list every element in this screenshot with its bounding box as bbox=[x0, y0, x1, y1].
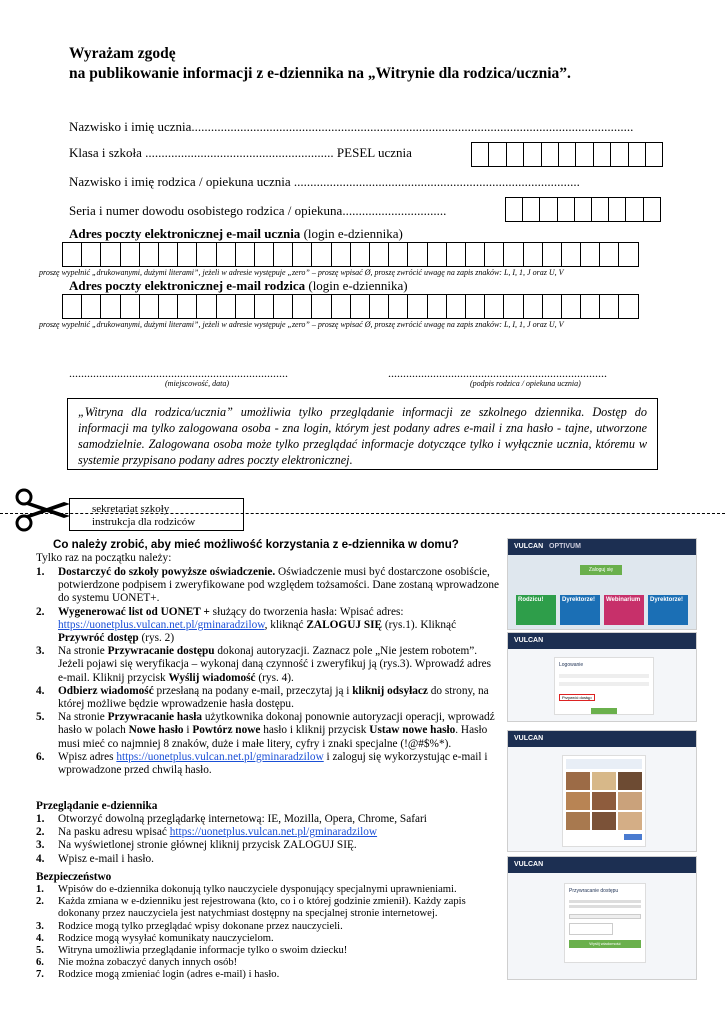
form-title bbox=[69, 44, 571, 84]
char-box[interactable] bbox=[62, 242, 82, 267]
signature-caption: (podpis rodzica / opiekuna ucznia) bbox=[470, 379, 581, 388]
place-date-caption: (miejscowość, data) bbox=[165, 379, 229, 388]
class-school-label: Klasa i szkoła bbox=[69, 145, 142, 160]
browse-list bbox=[36, 813, 502, 866]
captcha-tile[interactable] bbox=[618, 772, 642, 790]
char-box[interactable] bbox=[311, 294, 331, 319]
list-item: 2. Na pasku adresu wpisać https://uonetplus.vulcan.net.pl/gminaradzilow bbox=[36, 826, 378, 839]
list-item: 3. Na wyświetlonej stronie głównej kliknij przycisk ZALOGUJ SIĘ. bbox=[36, 839, 357, 852]
id-row: Seria i numer dowodu osobistego rodzica / opiekuna................................ bbox=[69, 203, 447, 218]
pesel-boxes[interactable] bbox=[472, 142, 663, 167]
vulcan-logo: VULCAN bbox=[508, 633, 696, 649]
char-box[interactable] bbox=[484, 242, 504, 267]
char-box[interactable] bbox=[625, 197, 643, 222]
char-box[interactable] bbox=[593, 142, 611, 167]
char-box[interactable] bbox=[575, 142, 593, 167]
char-box[interactable] bbox=[139, 242, 159, 267]
tile-director[interactable]: Dyrektorze! bbox=[560, 595, 600, 625]
char-box[interactable] bbox=[273, 294, 293, 319]
student-email-hint: proszę wypełnić „drukowanymi, dużymi literami”, jeżeli w adresie występuje „zero” – proszę wpisać Ø, proszę zwrócić uwagę na zapis znaków: L, I, 1, J oraz U, V bbox=[39, 268, 564, 277]
parent-email-boxes[interactable] bbox=[63, 294, 639, 319]
char-box[interactable] bbox=[62, 294, 82, 319]
student-email-login-note: (login e-dziennika) bbox=[300, 226, 403, 241]
list-item: 5. Na stronie Przywracanie hasła użytkownika dokonaj ponownie autoryzacji operacji, wprowadź hasło w polach Nowe hasło i Powtórz nowe hasło i kliknij przycisk Ustaw nowe hasło. Hasło musi mieć co najmniej 8 znaków, duże i małe litery, cyfry i znaki specjalne (!@#$%*). bbox=[36, 711, 495, 750]
captcha-tile[interactable] bbox=[618, 792, 642, 810]
login-password-field[interactable] bbox=[559, 682, 649, 686]
security-list bbox=[36, 884, 506, 982]
char-box[interactable] bbox=[542, 294, 562, 319]
login-button[interactable]: Zaloguj się bbox=[580, 565, 622, 575]
char-box[interactable] bbox=[503, 242, 523, 267]
char-box[interactable] bbox=[557, 197, 575, 222]
parent-email-hint: proszę wypełnić „drukowanymi, dużymi literami”, jeżeli w adresie występuje „zero” – proszę wpisać Ø, proszę zwrócić uwagę na zapis znaków: L, I, 1, J oraz U, V bbox=[39, 320, 564, 329]
info-box: „Witryna dla rodzica/ucznia” umożliwia tylko przeglądanie informacji ze szkolnego dziennika. Dostęp do informacji ma tylko zalogowana osoba - zna login, którym jest podany adres e-mail i zna hasło - tajne, utworzone samodzielnie. Zalogowana osoba może tylko przeglądać informacje dotyczące tylko i wyłącznie ucznia, któremu w systemie przypisano podany adres poczty elektronicznej. bbox=[67, 398, 658, 470]
login-submit-button[interactable] bbox=[591, 708, 617, 714]
char-box[interactable] bbox=[574, 197, 592, 222]
char-box[interactable] bbox=[254, 294, 274, 319]
id-label: Seria i numer dowodu osobistego rodzica / opiekuna bbox=[69, 203, 343, 218]
char-box[interactable] bbox=[618, 294, 638, 319]
char-box[interactable] bbox=[618, 242, 638, 267]
char-box[interactable] bbox=[369, 242, 389, 267]
char-box[interactable] bbox=[292, 294, 312, 319]
title-line-2: na publikowanie informacji z e-dziennika na „Witrynie dla rodzica/ucznia”. bbox=[69, 65, 571, 82]
char-box[interactable] bbox=[407, 294, 427, 319]
restore-access-link[interactable]: Przywróć dostęp bbox=[559, 694, 595, 701]
char-box[interactable] bbox=[369, 294, 389, 319]
restore-email-field[interactable] bbox=[569, 914, 641, 919]
security-heading: Bezpieczeństwo bbox=[36, 871, 112, 883]
class-school-row: Klasa i szkoła .......................................................... PESEL ucznia bbox=[69, 145, 412, 160]
char-box[interactable] bbox=[628, 142, 646, 167]
char-box[interactable] bbox=[388, 242, 408, 267]
instructions-heading: Co należy zrobić, aby mieć możliwość korzystania z e-dziennika w domu? bbox=[53, 538, 459, 551]
title-line-1: Wyrażam zgodę bbox=[69, 45, 176, 62]
stamp-line-1: sekretariat szkoły bbox=[92, 503, 170, 515]
char-box[interactable] bbox=[158, 242, 178, 267]
stamp-box bbox=[69, 498, 244, 531]
captcha-verify-button[interactable] bbox=[624, 834, 642, 840]
char-box[interactable] bbox=[81, 294, 101, 319]
uonet-link[interactable]: https://uonetplus.vulcan.net.pl/gminaradzilow bbox=[116, 750, 324, 763]
char-box[interactable] bbox=[407, 242, 427, 267]
char-box[interactable] bbox=[427, 242, 447, 267]
pesel-label: PESEL ucznia bbox=[336, 145, 412, 160]
char-box[interactable] bbox=[561, 294, 581, 319]
uonet-link[interactable]: https://uonetplus.vulcan.net.pl/gminaradzilow bbox=[58, 618, 265, 631]
char-box[interactable] bbox=[446, 242, 466, 267]
char-box[interactable] bbox=[120, 242, 140, 267]
scissors-icon bbox=[14, 488, 74, 532]
screenshot-restore bbox=[507, 856, 697, 980]
screenshot-home bbox=[507, 538, 697, 630]
char-box[interactable] bbox=[216, 242, 236, 267]
char-box[interactable] bbox=[216, 294, 236, 319]
list-item: 4. Wpisz e-mail i hasło. bbox=[36, 852, 154, 865]
captcha-tile[interactable] bbox=[566, 772, 590, 790]
list-item: 3. Na stronie Przywracanie dostępu dokonaj autoryzacji. Zaznacz pole „Nie jestem robotem”. Jeżeli pojawi się weryfikacja – wykonaj daną czynność i zweryfikuj ją (rys.3). Wprowadź adres e-mail. Kliknij przycisk Wyślij wiadomość (rys. 4). bbox=[36, 645, 491, 684]
parent-email-label-row bbox=[69, 278, 408, 294]
char-box[interactable] bbox=[523, 142, 541, 167]
char-box[interactable] bbox=[120, 294, 140, 319]
char-box[interactable] bbox=[235, 242, 255, 267]
recaptcha-box[interactable] bbox=[569, 923, 613, 935]
char-box[interactable] bbox=[177, 294, 197, 319]
char-box[interactable] bbox=[506, 142, 524, 167]
screenshot-login bbox=[507, 632, 697, 722]
captcha-tile[interactable] bbox=[592, 812, 616, 830]
restore-title: Przywracanie dostępu bbox=[569, 888, 619, 894]
char-box[interactable] bbox=[427, 294, 447, 319]
char-box[interactable] bbox=[311, 242, 331, 267]
parent-email-label: Adres poczty elektronicznej e-mail rodzica bbox=[69, 278, 306, 293]
captcha-tile[interactable] bbox=[566, 792, 590, 810]
place-date-line: ......................................................................... bbox=[69, 366, 288, 380]
vulcan-logo: VULCAN bbox=[508, 731, 696, 747]
list-item: 5. Witryna umożliwia przeglądanie informacje tylko o swoim dziecku! bbox=[36, 945, 348, 957]
char-box[interactable] bbox=[484, 294, 504, 319]
instructions-intro: Tylko raz na początku należy: bbox=[36, 552, 172, 564]
student-name-label: Nazwisko i imię ucznia bbox=[69, 119, 192, 134]
student-email-label: Adres poczty elektronicznej e-mail ucznia bbox=[69, 226, 301, 241]
list-item: 1. Wpisów do e-dziennika dokonują tylko nauczyciele dysponujący specjalnymi uprawnieniami. bbox=[36, 884, 457, 895]
captcha-tile[interactable] bbox=[618, 812, 642, 830]
parent-name-row: Nazwisko i imię rodzica / opiekuna ucznia ........................................................................................ bbox=[69, 174, 580, 189]
parent-email-login-note: (login e-dziennika) bbox=[305, 278, 408, 293]
list-item: 6. Wpisz adres https://uonetplus.vulcan.net.pl/gminaradzilow i zaloguj się wykorzystując e-mail i wprowadzone przed chwilą hasło. bbox=[36, 750, 488, 777]
char-box[interactable] bbox=[542, 242, 562, 267]
list-item: 7. Rodzice mogą zmieniać login (adres e-mail) i hasło. bbox=[36, 969, 280, 981]
char-box[interactable] bbox=[645, 142, 663, 167]
student-email-label-row bbox=[69, 226, 403, 242]
char-box[interactable] bbox=[100, 294, 120, 319]
char-box[interactable] bbox=[503, 294, 523, 319]
char-box[interactable] bbox=[196, 242, 216, 267]
char-box[interactable] bbox=[196, 294, 216, 319]
char-box[interactable] bbox=[608, 197, 626, 222]
char-box[interactable] bbox=[610, 142, 628, 167]
char-box[interactable] bbox=[139, 294, 159, 319]
char-box[interactable] bbox=[599, 294, 619, 319]
signature-line: ......................................................................... bbox=[388, 366, 607, 380]
captcha-tile[interactable] bbox=[592, 772, 616, 790]
list-item: 6. Nie można zobaczyć danych innych osób! bbox=[36, 957, 238, 969]
uonet-link[interactable]: https://uonetplus.vulcan.net.pl/gminaradzilow bbox=[169, 826, 378, 839]
char-box[interactable] bbox=[465, 294, 485, 319]
char-box[interactable] bbox=[331, 294, 351, 319]
captcha-grid bbox=[566, 772, 642, 830]
list-item: 1. Otworzyć dowolną przeglądarkę internetową: IE, Mozilla, Opera, Chrome, Safari bbox=[36, 813, 427, 825]
char-box[interactable] bbox=[100, 242, 120, 267]
char-box[interactable] bbox=[471, 142, 489, 167]
tile-webinar[interactable]: Webinarium bbox=[604, 595, 644, 625]
char-box[interactable] bbox=[505, 197, 523, 222]
browse-heading: Przeglądanie e-dziennika bbox=[36, 800, 158, 812]
student-name-row: Nazwisko i imię ucznia........................................................................................................................................ bbox=[69, 119, 634, 134]
char-box[interactable] bbox=[350, 294, 370, 319]
char-box[interactable] bbox=[254, 242, 274, 267]
char-box[interactable] bbox=[599, 242, 619, 267]
char-box[interactable] bbox=[81, 242, 101, 267]
char-box[interactable] bbox=[465, 242, 485, 267]
char-box[interactable] bbox=[292, 242, 312, 267]
tile-director-2[interactable]: Dyrektorze! bbox=[648, 595, 688, 625]
login-panel-title: Logowanie bbox=[559, 662, 584, 668]
char-box[interactable] bbox=[580, 294, 600, 319]
char-box[interactable] bbox=[539, 197, 557, 222]
char-box[interactable] bbox=[580, 242, 600, 267]
list-item: 2. Każda zmiana w e-dzienniku jest rejestrowana (kto, co i o której godzinie zmienił). Każdy zapis dokonany przez nauczyciela jest natychmiast dostępny na specjalnej stronie internetowej. bbox=[36, 896, 466, 920]
char-box[interactable] bbox=[643, 197, 661, 222]
char-box[interactable] bbox=[523, 294, 543, 319]
vulcan-logo: VULCAN bbox=[508, 857, 696, 873]
char-box[interactable] bbox=[561, 242, 581, 267]
char-box[interactable] bbox=[273, 242, 293, 267]
char-box[interactable] bbox=[541, 142, 559, 167]
char-box[interactable] bbox=[388, 294, 408, 319]
char-box[interactable] bbox=[331, 242, 351, 267]
vulcan-logo: VULCAN bbox=[514, 543, 544, 550]
char-box[interactable] bbox=[446, 294, 466, 319]
student-email-boxes[interactable] bbox=[63, 242, 639, 267]
char-box[interactable] bbox=[522, 197, 540, 222]
char-box[interactable] bbox=[591, 197, 609, 222]
id-boxes[interactable] bbox=[506, 197, 661, 222]
list-item: 4. Rodzice mogą wysyłać komunikaty nauczycielom. bbox=[36, 932, 274, 944]
stamp-line-2: instrukcja dla rodziców bbox=[92, 516, 196, 528]
login-email-field[interactable] bbox=[559, 674, 649, 678]
list-item: 3. Rodzice mogą tylko przeglądać wpisy dokonane przez nauczycieli. bbox=[36, 920, 343, 932]
char-box[interactable] bbox=[177, 242, 197, 267]
captcha-tile[interactable] bbox=[592, 792, 616, 810]
char-box[interactable] bbox=[523, 242, 543, 267]
screenshot-captcha bbox=[507, 730, 697, 852]
tile-parent[interactable]: Rodzicu! bbox=[516, 595, 556, 625]
parent-name-label: Nazwisko i imię rodzica / opiekuna ucznia bbox=[69, 174, 291, 189]
char-box[interactable] bbox=[558, 142, 576, 167]
captcha-tile[interactable] bbox=[566, 812, 590, 830]
list-item: 4. Odbierz wiadomość przesłaną na podany e-mail, przeczytaj ją i kliknij odsyłacz do strony, na której możliwe będzie wprowadzenie hasła dostępu. bbox=[36, 684, 489, 711]
steps-list bbox=[36, 566, 502, 777]
list-item: 2. Wygenerować list od UONET + służący do tworzenia hasła: Wpisać adres: https://uonetplus.vulcan.net.pl/gminaradzilow, kliknąć ZALOGUJ SIĘ (rys.1). Kliknąć Przywróć dostęp (rys. 2) bbox=[36, 605, 457, 645]
char-box[interactable] bbox=[488, 142, 506, 167]
optivum-logo: OPTIVUM bbox=[549, 543, 581, 550]
char-box[interactable] bbox=[235, 294, 255, 319]
char-box[interactable] bbox=[350, 242, 370, 267]
send-message-button[interactable]: Wyślij wiadomość bbox=[569, 940, 641, 948]
list-item: 1. Dostarczyć do szkoły powyższe oświadczenie. Oświadczenie musi być dostarczone osobiście, potwierdzone podpisem i zweryfikowane pod względem tożsamości. Dane zostaną wprowadzone do systemu UONET+. bbox=[36, 566, 500, 605]
char-box[interactable] bbox=[158, 294, 178, 319]
